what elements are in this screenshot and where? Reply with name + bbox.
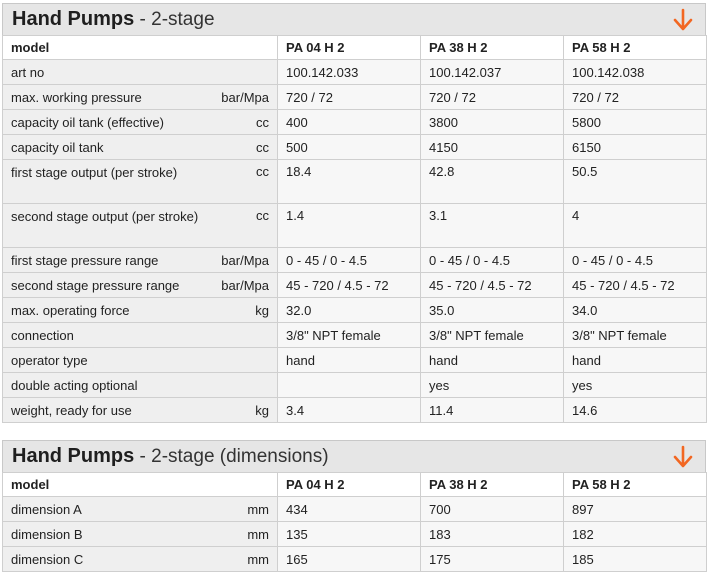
value-cell: hand	[564, 348, 707, 373]
row-label-cell	[3, 373, 278, 398]
value-cell: 700	[421, 497, 564, 522]
value-cell: 45 - 720 / 4.5 - 72	[564, 273, 707, 298]
dimensions-table-panel	[2, 440, 706, 572]
value-cell: 434	[278, 497, 421, 522]
row-unit: kg	[255, 402, 269, 418]
row-label: first stage pressure range	[11, 252, 159, 268]
table-row	[3, 298, 707, 323]
row-label: max. working pressure	[11, 89, 142, 105]
down-arrow-icon[interactable]	[673, 8, 693, 32]
model-header-label: model	[3, 473, 278, 497]
value-cell: hand	[421, 348, 564, 373]
value-cell: 42.8	[421, 160, 564, 204]
table-row	[3, 273, 707, 298]
value-cell: 720 / 72	[278, 85, 421, 110]
dimensions-table	[2, 472, 707, 572]
row-label: max. operating force	[11, 302, 130, 318]
row-unit: cc	[256, 164, 269, 179]
table-row	[3, 497, 707, 522]
row-label: dimension B	[11, 526, 83, 542]
model-column-header: PA 38 H 2	[421, 473, 564, 497]
row-label-cell	[3, 547, 278, 572]
specs-table	[2, 35, 707, 423]
row-label: dimension A	[11, 501, 82, 517]
row-label-wrap	[11, 552, 269, 567]
row-label-wrap	[11, 403, 269, 418]
value-cell: 100.142.037	[421, 60, 564, 85]
model-header-label: model	[3, 36, 278, 60]
row-label-wrap	[11, 208, 269, 225]
value-cell: 3.4	[278, 398, 421, 423]
row-label-wrap	[11, 65, 269, 80]
model-column-header: PA 58 H 2	[564, 36, 707, 60]
row-unit: bar/Mpa	[221, 89, 269, 105]
value-cell: 720 / 72	[421, 85, 564, 110]
row-label-cell	[3, 160, 278, 204]
value-cell: 3/8" NPT female	[564, 323, 707, 348]
value-cell: 3/8" NPT female	[421, 323, 564, 348]
value-cell: 45 - 720 / 4.5 - 72	[278, 273, 421, 298]
value-cell: 14.6	[564, 398, 707, 423]
row-label: dimension C	[11, 551, 84, 567]
table-row	[3, 323, 707, 348]
model-column-header: PA 58 H 2	[564, 473, 707, 497]
table-row	[3, 135, 707, 160]
row-label-cell	[3, 85, 278, 110]
row-label-wrap	[11, 278, 269, 293]
row-label-cell	[3, 497, 278, 522]
row-label: double acting optional	[11, 377, 138, 393]
value-cell: 720 / 72	[564, 85, 707, 110]
value-cell: yes	[564, 373, 707, 398]
model-column-header: PA 38 H 2	[421, 36, 564, 60]
table-row	[3, 85, 707, 110]
row-label-wrap	[11, 353, 269, 368]
value-cell: 0 - 45 / 0 - 4.5	[421, 248, 564, 273]
value-cell: 6150	[564, 135, 707, 160]
value-cell: hand	[278, 348, 421, 373]
table-row	[3, 60, 707, 85]
row-label-cell	[3, 298, 278, 323]
row-label: operator type	[11, 352, 88, 368]
model-column-header: PA 04 H 2	[278, 36, 421, 60]
row-unit: cc	[256, 208, 269, 223]
value-cell: 165	[278, 547, 421, 572]
table-header-bar	[2, 440, 706, 472]
table-row	[3, 522, 707, 547]
row-label-cell	[3, 110, 278, 135]
row-label: first stage output (per stroke)	[11, 165, 178, 180]
row-label-wrap	[11, 328, 269, 343]
row-label-cell	[3, 273, 278, 298]
title-subtitle: - 2-stage	[134, 9, 215, 30]
row-label-wrap	[11, 527, 269, 542]
value-cell: 35.0	[421, 298, 564, 323]
table-header-bar	[2, 3, 706, 35]
value-cell	[278, 373, 421, 398]
value-cell: 183	[421, 522, 564, 547]
value-cell: 400	[278, 110, 421, 135]
row-unit: mm	[247, 501, 269, 517]
table-row	[3, 348, 707, 373]
table-row	[3, 160, 707, 204]
value-cell: 3800	[421, 110, 564, 135]
row-unit: mm	[247, 526, 269, 542]
value-cell: 100.142.033	[278, 60, 421, 85]
value-cell: 50.5	[564, 160, 707, 204]
value-cell: 500	[278, 135, 421, 160]
row-label-wrap	[11, 164, 269, 181]
table-title	[12, 445, 329, 468]
row-unit: cc	[256, 114, 269, 130]
value-cell: 0 - 45 / 0 - 4.5	[564, 248, 707, 273]
title-bold: Hand Pumps	[12, 445, 135, 467]
value-cell: 897	[564, 497, 707, 522]
model-header-row	[3, 36, 707, 60]
value-cell: 3.1	[421, 204, 564, 248]
row-label-wrap	[11, 378, 269, 393]
value-cell: 182	[564, 522, 707, 547]
row-label-cell	[3, 398, 278, 423]
value-cell: 1.4	[278, 204, 421, 248]
row-unit: mm	[247, 551, 269, 567]
row-label: second stage output (per stroke)	[11, 209, 199, 224]
table-row	[3, 547, 707, 572]
row-label-cell	[3, 248, 278, 273]
row-label-wrap	[11, 115, 269, 130]
value-cell: 5800	[564, 110, 707, 135]
value-cell: yes	[421, 373, 564, 398]
value-cell: 32.0	[278, 298, 421, 323]
value-cell: 100.142.038	[564, 60, 707, 85]
row-unit: cc	[256, 139, 269, 155]
value-cell: 18.4	[278, 160, 421, 204]
value-cell: 4	[564, 204, 707, 248]
table-row	[3, 110, 707, 135]
row-label: connection	[11, 327, 74, 343]
row-unit: kg	[255, 302, 269, 318]
table-title	[12, 8, 215, 31]
row-label-cell	[3, 60, 278, 85]
value-cell: 0 - 45 / 0 - 4.5	[278, 248, 421, 273]
hand-pumps-table-panel	[2, 3, 706, 423]
table-row	[3, 398, 707, 423]
row-label-cell	[3, 204, 278, 248]
value-cell: 135	[278, 522, 421, 547]
row-label-cell	[3, 522, 278, 547]
row-label: art no	[11, 64, 45, 80]
row-label-cell	[3, 135, 278, 160]
row-label-wrap	[11, 502, 269, 517]
value-cell: 11.4	[421, 398, 564, 423]
row-label-wrap	[11, 303, 269, 318]
value-cell: 45 - 720 / 4.5 - 72	[421, 273, 564, 298]
value-cell: 4150	[421, 135, 564, 160]
table-row	[3, 204, 707, 248]
row-label-wrap	[11, 140, 269, 155]
row-unit: bar/Mpa	[221, 252, 269, 268]
row-label: capacity oil tank	[11, 139, 104, 155]
model-column-header: PA 04 H 2	[278, 473, 421, 497]
title-bold: Hand Pumps	[12, 8, 135, 30]
row-label: capacity oil tank (effective)	[11, 114, 164, 130]
title-subtitle: - 2-stage (dimensions)	[134, 446, 329, 467]
value-cell: 3/8" NPT female	[278, 323, 421, 348]
row-label-cell	[3, 323, 278, 348]
row-unit: bar/Mpa	[221, 277, 269, 293]
row-label: weight, ready for use	[11, 402, 132, 418]
down-arrow-icon[interactable]	[673, 445, 693, 469]
model-header-row	[3, 473, 707, 497]
table-row	[3, 248, 707, 273]
value-cell: 34.0	[564, 298, 707, 323]
row-label-cell	[3, 348, 278, 373]
row-label-wrap	[11, 253, 269, 268]
row-label: second stage pressure range	[11, 277, 180, 293]
row-label-wrap	[11, 90, 269, 105]
table-row	[3, 373, 707, 398]
value-cell: 175	[421, 547, 564, 572]
value-cell: 185	[564, 547, 707, 572]
